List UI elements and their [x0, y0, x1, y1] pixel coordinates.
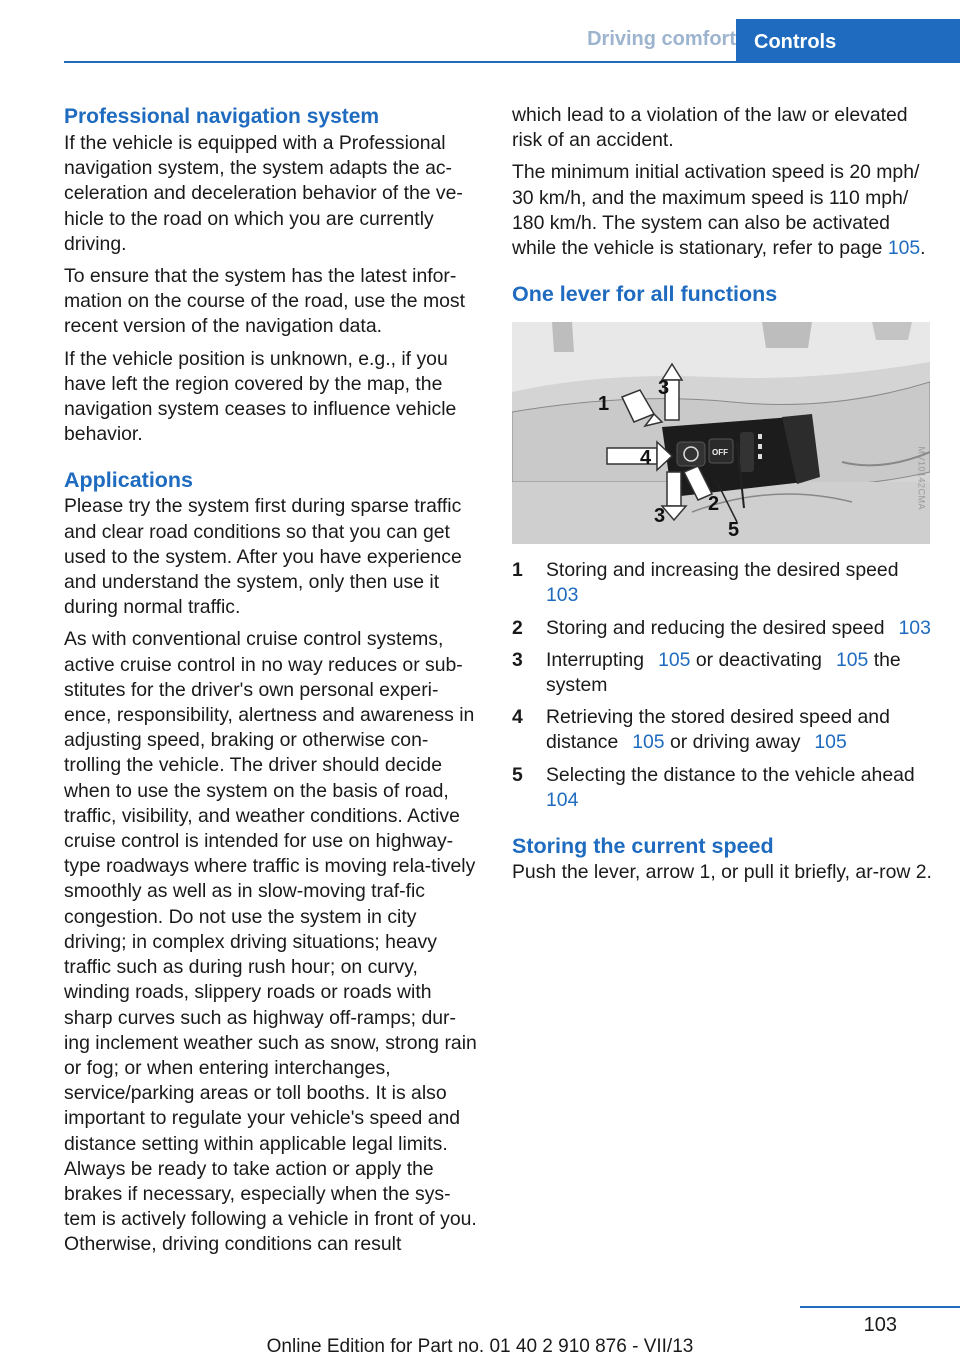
legend-item: [512, 705, 932, 755]
legend-text: Retrieving the stored desired speed and distance: [546, 706, 890, 754]
lever-heading: One lever for all functions: [512, 282, 778, 307]
footer-edition-text: Online Edition for Part no. 01 40 2 910 876 - VII/13: [266, 1336, 694, 1357]
arrow-label-1: 1: [598, 393, 610, 416]
page-number: 103: [863, 1314, 897, 1336]
legend-item: [512, 616, 932, 641]
arrow-label-2: 2: [708, 493, 720, 516]
applications-paragraph-2: As with conventional cruise control systems, active cruise control in no way reduces or sub-stitutes for the driver's own personal experi-ence, responsibility, alertness and awareness in adjusting speed, braking or otherwise con-trolling the vehicle. The driver should decide when to use the system on the basis of road, traffic, visibility, and weather conditions. Active cruise control is intended for use on highway-type roadways where traffic is moving rela-tively smoothly as well as in slow-moving traf-fic congestion. Do not use the system in city driving; in complex driving situations; heavy traffic such as during rush hour; on curvy, winding roads, slippery roads or roads with sharp curves such as highway off-ramps; dur-ing inclement weather such as snow, strong rain or fog; or when entering interchanges, service/parking areas or toll booths. It is also important to regulate your vehicle's speed and distance setting within applicable legal limits. Always be ready to take action or apply the brakes if necessary, especially when the sys-tem is actively following a vehicle in front of you. Otherwise, driving conditions can result: [64, 628, 477, 1256]
lever-diagram: [512, 322, 930, 544]
off-button-label: OFF: [712, 448, 728, 458]
pro-nav-heading: Professional navigation system: [64, 105, 380, 128]
legend-item: [512, 558, 932, 608]
lever-legend: [512, 558, 932, 813]
legend-text: Storing and increasing the desired speed: [546, 559, 899, 582]
legend-number: 3: [512, 648, 523, 671]
pro-nav-paragraph-2: To ensure that the system has the latest infor-mation on the course of the road, use the most recent version of the navigation data.: [64, 265, 465, 338]
legend-number: 2: [512, 616, 523, 639]
legend-item: [512, 648, 932, 698]
header-section-title: Driving comfort: [587, 28, 736, 50]
legend-text: the system: [546, 648, 901, 697]
pro-nav-paragraph-3: If the vehicle position is unknown, e.g., if you have left the region covered by the map, the navigation system ceases to influence vehicle behavior.: [64, 347, 457, 446]
page-ref-link[interactable]: 105: [658, 648, 691, 671]
lever-illustration: [512, 322, 930, 544]
applications-heading: Applications: [64, 468, 194, 493]
speed-text-end: .: [920, 237, 926, 260]
pro-nav-paragraph-1: If the vehicle is equipped with a Professional navigation system, the system adapts the ac-celeration and deceleration behavior of the ve-hicle to the road on which you are currently driving.: [64, 132, 463, 255]
legend-text: Selecting the distance to the vehicle ahead: [546, 763, 915, 786]
page-ref-link[interactable]: 105: [835, 648, 869, 671]
page-ref-link[interactable]: 105: [632, 731, 665, 754]
header-chapter-tab: Controls: [736, 19, 960, 63]
arrow-label-3-down: 3: [654, 505, 666, 528]
legend-text: or deactivating: [695, 648, 822, 671]
figure-code: MV10142CMA: [917, 446, 927, 511]
left-column: [64, 103, 480, 1265]
page-ref-link[interactable]: 105: [814, 731, 847, 754]
arrow-label-3-up: 3: [658, 377, 670, 400]
legend-text: or driving away: [669, 731, 801, 754]
continued-paragraph: which lead to a violation of the law or elevated risk of an accident.: [512, 104, 908, 152]
applications-paragraph-1: Please try the system first during sparse traffic and clear road conditions so that you can get used to the system. After you have experience and understand the system, only then use it during normal traffic.: [64, 495, 462, 619]
page-ref-link[interactable]: 105: [887, 237, 921, 260]
page-ref-link[interactable]: 104: [546, 788, 579, 811]
speed-paragraph: [512, 160, 932, 261]
legend-number: 5: [512, 763, 523, 786]
legend-text: Interrupting: [546, 648, 645, 671]
arrow-label-5: 5: [728, 519, 740, 542]
legend-item: [512, 763, 932, 813]
legend-text: Storing and reducing the desired speed: [546, 616, 885, 639]
storing-speed-paragraph: Push the lever, arrow 1, or pull it briefly, ar-row 2.: [512, 861, 932, 884]
right-column: [512, 103, 932, 892]
footer-rule: [800, 1306, 960, 1308]
legend-number: 1: [512, 559, 523, 582]
page-ref-link[interactable]: 103: [546, 584, 579, 607]
arrow-label-4: 4: [640, 447, 652, 470]
storing-speed-heading: Storing the current speed: [512, 834, 774, 859]
page-ref-link[interactable]: 103: [898, 616, 931, 639]
speed-text: The minimum initial activation speed is 20 mph/ 30 km/h, and the maximum speed is 110 mph/ 180 km/h. The system can also be activated while the vehicle is stationary, refer to page: [512, 161, 920, 260]
header-rule: [64, 61, 960, 63]
legend-number: 4: [512, 706, 523, 729]
